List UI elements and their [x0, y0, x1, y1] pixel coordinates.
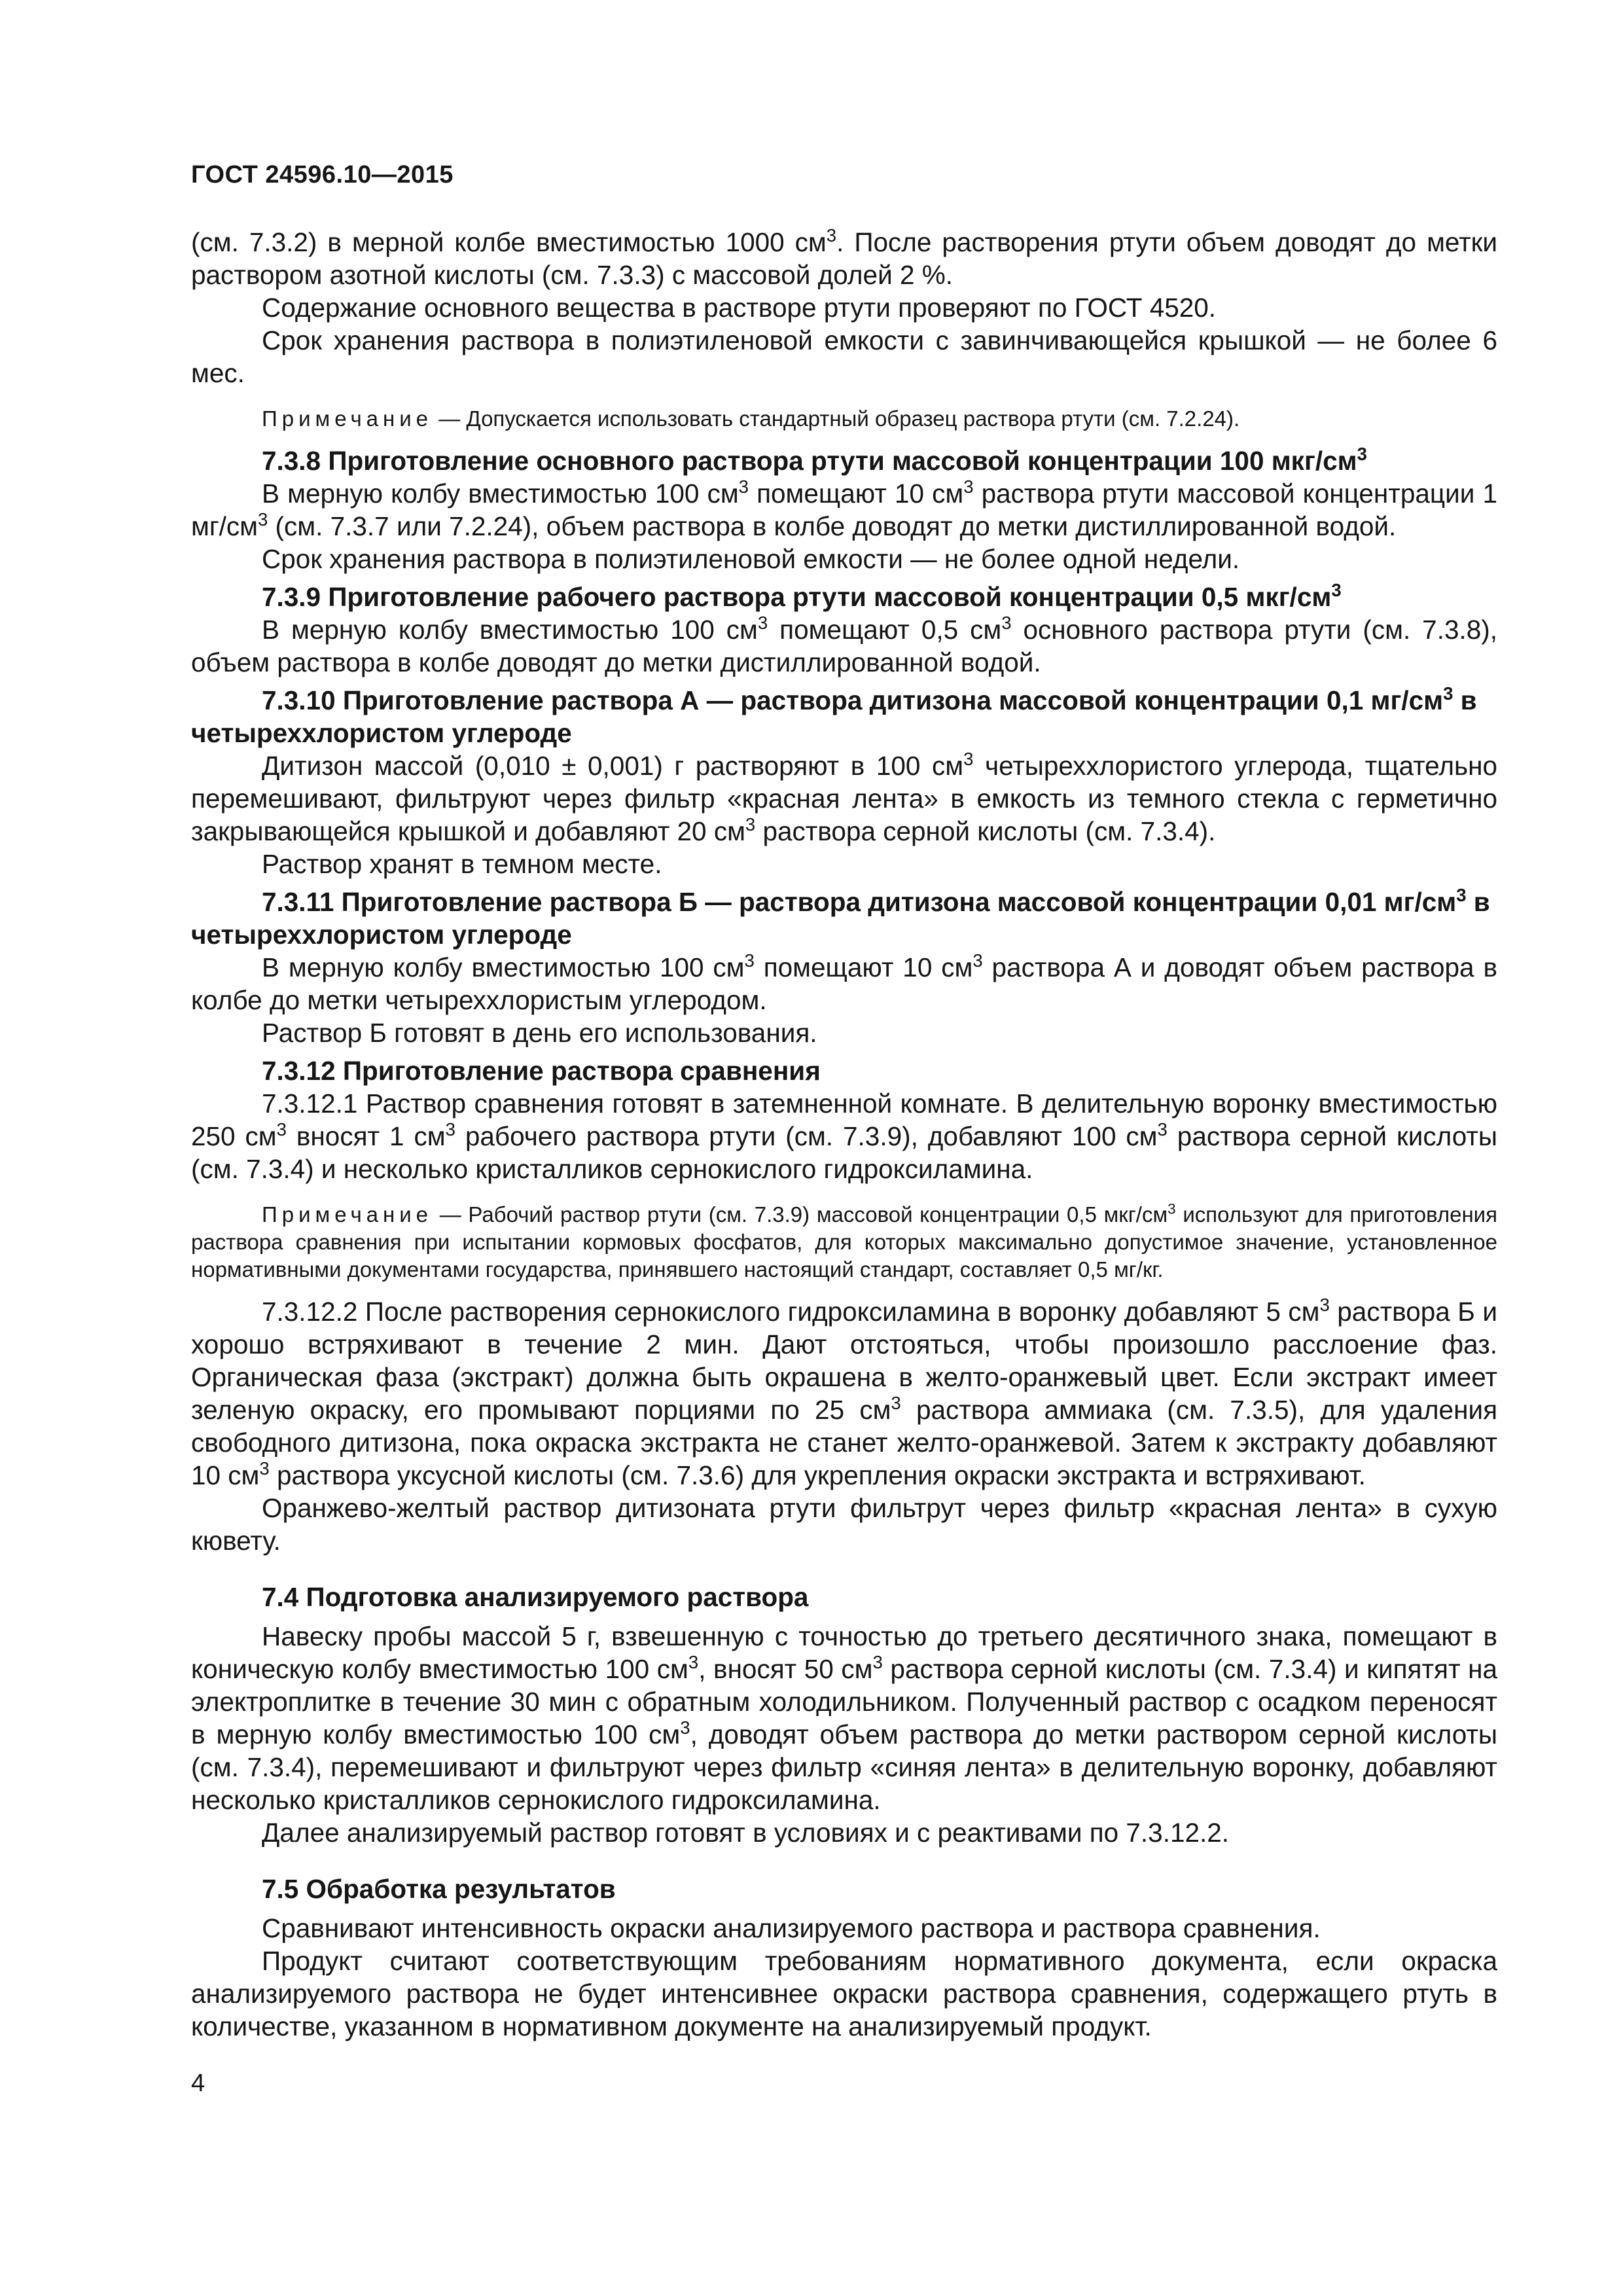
heading-7-3-9: 7.3.9 Приготовление рабочего раствора ртути массовой концентрации 0,5 мкг/$см^3$ [262, 579, 1342, 612]
paragraph-7-4-b: Далее анализируемый раствор готовят в условиях и с реактивами по 7.3.12.2. [262, 1818, 1230, 1848]
paragraph-7-3-12-1: 7.3.12.1 Раствор сравнения готовят в затемненной комнате. В делительную воронку вместимостью 250 $см^3$ вносят 1 $см^3$ рабочего раствора ртути (см. 7.3.9), добавляют 100 $см^3$ раствора серной кислоты (см. 7.3.4) и несколько кристалликов сернокислого гидроксиламина. [191, 1088, 1497, 1184]
standard-header: ГОСТ 24596.10—2015 [191, 161, 454, 188]
paragraph-7-3-12-2-b: Оранжево-желтый раствор дитизоната ртути фильтрут через фильтр «красная лента» в сухую кювету. [191, 1493, 1497, 1556]
note-label: Примечание [262, 406, 433, 431]
paragraph-7-3-12-2: 7.3.12.2 После растворения сернокислого гидроксиламина в воронку добавляют 5 $см^3$ раствора Б и хорошо встряхивают в течение 2 мин. Дают отстояться, чтобы произошло расслоение фаз. Органическая фаза (экстракт) должна быть окрашена в желто-оранжевый цвет. Если экстракт имеет зеленую окраску, его промывают порциями по 25 $см^3$ раствора аммиака (см. 7.3.5), для удаления свободного дитизона, пока окраска экстракта не станет желто-оранжевой. Затем к экстракту добавляют 10 $см^3$ раствора уксусной кислоты (см. 7.3.6) для укрепления окраски экстракта и встряхивают. [191, 1294, 1497, 1490]
paragraph-p2: Содержание основного вещества в растворе ртути проверяют по ГОСТ 4520. [262, 293, 1217, 323]
note-label: Примечание [262, 1202, 433, 1227]
heading-7-5: 7.5 Обработка результатов [262, 1874, 616, 1904]
page-number: 4 [191, 2070, 205, 2097]
note-2: Примечание — Рабочий раствор ртути (см. 7.3.9) массовой концентрации 0,5 мкг/$см^3$ используют для приготовления раствора сравнения при испытании кормовых фосфатов, для которых максимально допустимое значение, установленное нормативными документами государства, принявшего настоящий стандарт, составляет 0,5 мг/кг. [191, 1200, 1497, 1282]
note-1: Примечание — Допускается использовать стандартный образец раствора ртути (см. 7.2.24). [262, 406, 1240, 431]
document-body [191, 226, 1497, 2043]
heading-7-4: 7.4 Подготовка анализируемого раствора [262, 1582, 809, 1612]
paragraph-7-5-a: Сравнивают интенсивность окраски анализируемого раствора и раствора сравнения. [262, 1913, 1321, 1943]
paragraph-7-5-b: Продукт считают соответствующим требованиям нормативного документа, если окраска анализируемого раствора не будет интенсивнее окраски раствора сравнения, содержащего ртуть в количестве, указанном в нормативном документе на анализируемый продукт. [191, 1946, 1497, 2041]
heading-7-3-12: 7.3.12 Приготовление раствора сравнения [262, 1056, 821, 1086]
paragraph-7-3-10-b: Раствор хранят в темном месте. [262, 849, 662, 879]
paragraph-7-3-8-a: В мерную колбу вместимостью 100 $см^3$ помещают 10 $см^3$ раствора ртути массовой концентрации 1 $мг/см^3$ (см. 7.3.7 или 7.2.24), объем раствора в колбе доводят до метки дистиллированной водой. [191, 476, 1497, 541]
paragraph-7-3-8-b: Срок хранения раствора в полиэтиленовой емкости — не более одной недели. [262, 544, 1240, 574]
paragraph-p1: (см. 7.3.2) в мерной колбе вместимостью 1000 $см^3$. После растворения ртути объем доводят до метки раствором азотной кислоты (см. 7.3.3) с массовой долей 2 %. [191, 224, 1497, 290]
paragraph-7-3-11-a: В мерную колбу вместимостью 100 $см^3$ помещают 10 $см^3$ раствора А и доводят объем раствора в колбе до метки четыреххлористым углеродом. [191, 950, 1497, 1015]
heading-7-3-11: 7.3.11 Приготовление раствора Б — раствора дитизона массовой концентрации 0,01 $мг/см^3$ в четыреххлористом углероде [191, 884, 1490, 950]
paragraph-7-3-9: В мерную колбу вместимостью 100 $см^3$ помещают 0,5 $см^3$ основного раствора ртути (см. 7.3.8), объем раствора в колбе доводят до метки дистиллированной водой. [191, 612, 1497, 677]
paragraph-7-3-11-b: Раствор Б готовят в день его использования. [262, 1018, 817, 1048]
heading-7-3-10: 7.3.10 Приготовление раствора А — раствора дитизона массовой концентрации 0,1 $мг/см^3$ в четыреххлористом углероде [191, 683, 1477, 748]
paragraph-7-3-10-a: Дитизон массой (0,010 ± 0,001) г растворяют в 100 $см^3$ четыреххлористого углерода, тщательно перемешивают, фильтруют через фильтр «красная лента» в емкость из темного стекла с герметично закрывающейся крышкой и добавляют 20 $см^3$ раствора серной кислоты (см. 7.3.4). [191, 748, 1497, 846]
paragraph-p3: Срок хранения раствора в полиэтиленовой емкости с завинчивающейся крышкой — не более 6 мес. [191, 325, 1497, 388]
heading-7-3-8: 7.3.8 Приготовление основного раствора ртути массовой концентрации 100 мкг/$см^3$ [262, 443, 1367, 476]
paragraph-7-4-a: Навеску пробы массой 5 г, взвешенную с точностью до третьего десятичного знака, помещают в коническую колбу вместимостью 100 $см^3$, вносят 50 $см^3$ раствора серной кислоты (см. 7.3.4) и кипятят на электроплитке в течение 30 мин с обратным холодильником. Полученный раствор с осадком переносят в мерную колбу вместимостью 100 $см^3$, доводят объем раствора до метки раствором серной кислоты (см. 7.3.4), перемешивают и фильтруют через фильтр «синяя лента» в делительную воронку, добавляют несколько кристалликов сернокислого гидроксиламина. [191, 1621, 1497, 1815]
